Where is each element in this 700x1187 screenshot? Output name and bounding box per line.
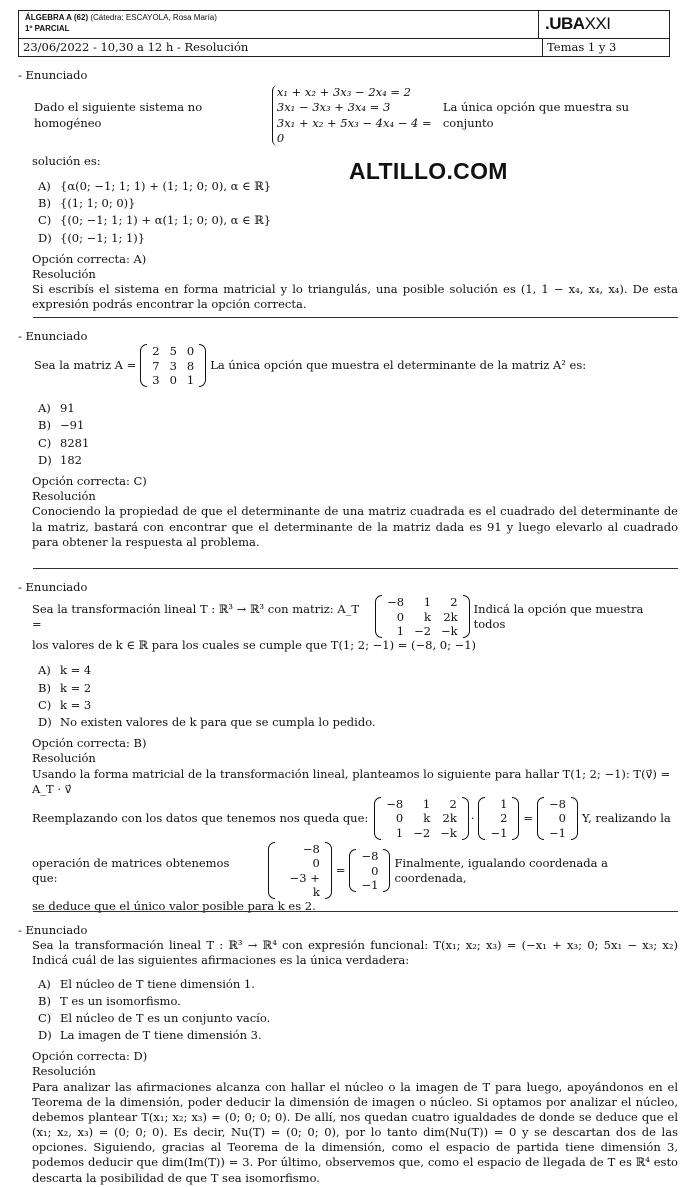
q4-options: [38, 977, 678, 1044]
question-1: [18, 68, 678, 312]
q2-option-a: A) 91: [38, 401, 75, 416]
q4-option-d: D) La imagen de T tiene dimensión 3.: [38, 1028, 262, 1043]
enunciado-label: - Enunciado: [18, 580, 88, 594]
q1-eq1: x₁ + x₂ + 3x₃ − 2x₄ = 2: [276, 85, 411, 100]
q3-res2a: Reemplazando con los datos que tenemos nos queda que:: [32, 810, 369, 825]
q3-option-d: D) No existen valores de k para que se cumpla lo pedido.: [38, 714, 376, 729]
exam-header: [18, 10, 670, 57]
q3-res3a: operación de matrices obtenemos que:: [32, 855, 230, 885]
watermark: ALTILLO.COM: [349, 158, 508, 184]
course-info: [19, 11, 538, 38]
q2-options: [38, 401, 678, 468]
q3-tail2: los valores de k ∈ ℝ para los cuales se cumple que T(1; 2; −1) = (−8, 0; −1): [32, 638, 477, 653]
q1-system: [272, 85, 443, 146]
q3-options: [38, 663, 678, 730]
q4-resolution: Para analizar las afirmaciones alcanza con hallar el núcleo o la imagen de T para luego, apoyándonos en el Teorema de la dimensión, poder deducir la dimensión de imagen o núcleo. Si optamos por analizar el núcleo, debemos plantear T(x₁; x₂; x₃) = (0; 0; 0; 0). De allí, nos quedan cuatro igualdades de donde se deduce que el (x₁; x₂, x₃) = (0; 0; 0). Es decir, Nu(T) = (0; 0; 0), por lo tanto dim(Nu(T)) = 0 y se descartan dos de las opciones. Siguiendo, gracias al Teorema de la dimensión, como el espacio de partida tiene dimensión 3, podemos deducir que dim(Im(T)) = 3. Por último, observemos que, como el espacio de llegada de T es ℝ⁴ esto descarta la posibilidad de que T sea isomorfismo.: [32, 1079, 678, 1185]
q3-option-c: C) k = 3: [38, 697, 92, 712]
question-4: [18, 923, 678, 1186]
q1-eq3: 3x₁ + x₂ + 5x₃ − 4x₄ − 4 = 0: [276, 115, 432, 145]
q3-tail: Indicá la opción que muestra todos: [473, 601, 644, 631]
q3-res3b: Finalmente, igualando coordenada a coordenada,: [394, 855, 609, 885]
q1-option-b: B) {(1; 1; 0; 0)}: [38, 196, 136, 211]
q1-option-d: D) {(0; −1; 1; 1)}: [38, 230, 146, 245]
enunciado-label: - Enunciado: [18, 923, 88, 937]
enunciado-label: - Enunciado: [18, 68, 88, 82]
q3-vector-result: −8 0 −1: [537, 797, 578, 840]
q3-option-b: B) k = 2: [38, 680, 92, 695]
q2-option-c: C) 8281: [38, 435, 90, 450]
q4-intro: Sea la transformación lineal T : ℝ³ → ℝ⁴ con expresión funcional: T(x₁; x₂; x₃) = (−x₁ + x₃; 0; 5x₁ − x₃; x₂) Indicá cuál de las siguientes afirmaciones es la única verdadera:: [32, 938, 678, 968]
q1-intro: Dado el siguiente sistema no homogéneo: [34, 100, 203, 130]
resolucion-label: Resolución: [32, 1064, 96, 1079]
question-2: [18, 329, 678, 550]
divider: [33, 911, 678, 912]
resolucion-label: Resolución: [32, 489, 96, 504]
resolucion-label: Resolución: [32, 751, 96, 766]
uba-logo: [538, 11, 669, 38]
q2-intro: Sea la matriz A =: [34, 358, 137, 373]
resolucion-label: Resolución: [32, 266, 96, 281]
q2-correct: Opción correcta: C): [32, 473, 147, 488]
q4-option-b: B) T es un isomorfismo.: [38, 993, 181, 1008]
topics: Temas 1 y 3: [542, 39, 669, 56]
q3-res1: Usando la forma matricial de la transformación lineal, planteamos lo siguiente para hallar T(1; 2; −1): T(v⃗) = A_T · v⃗: [32, 766, 671, 796]
q1-options: [38, 179, 678, 246]
chair-name: (Cátedra: ESCAYOLA, Rosa María): [90, 13, 217, 22]
q3-matrix: −8 1 2 0 k 2k 1 −2 −k: [375, 595, 470, 638]
q1-eq2: 3x₁ − 3x₃ + 3x₄ = 3: [276, 100, 391, 115]
exam-name: 1º PARCIAL: [25, 23, 70, 33]
q2-option-d: D) 182: [38, 452, 82, 467]
q2-option-b: B) −91: [38, 418, 85, 433]
q1-resolution: Si escribís el sistema en forma matricial y lo triangulás, una posible solución es (1, 1 − x₄, x₄, x₄). De esta expresión podrás encontrar la opción correcta.: [32, 282, 678, 312]
q1-option-c: C) {(0; −1; 1; 1) + α(1; 1; 0; 0), α ∈ ℝ}: [38, 213, 272, 228]
q2-resolution: Conociendo la propiedad de que el determinante de una matriz cuadrada es el cuadrado del determinante de la matriz, bastará con encontrar que el determinante de la matriz dada es 91 y luego elevarlo al cuadrado para obtener la respuesta al problema.: [32, 504, 678, 549]
q4-option-c: C) El núcleo de T es un conjunto vacío.: [38, 1010, 271, 1025]
q3-intro: Sea la transformación lineal T : ℝ³ → ℝ³ con matriz: A_T =: [32, 601, 360, 631]
q1-tail2: solución es:: [32, 153, 101, 168]
q4-correct: Opción correcta: D): [32, 1049, 148, 1064]
q3-res2b: Y, realizando la: [582, 810, 671, 825]
q3-vector-result-repeat: −8 0 −1: [349, 849, 390, 892]
enunciado-label: - Enunciado: [18, 329, 88, 343]
q3-matrix-repeat: −8 1 2 0 k 2k 1 −2 −k: [374, 797, 469, 840]
q3-vector-v: 1 2 −1: [478, 797, 519, 840]
course-name: ÁLGEBRA A (62): [25, 13, 89, 22]
q4-option-a: A) El núcleo de T tiene dimensión 1.: [38, 976, 255, 991]
q1-tail: La única opción que muestra su conjunto: [442, 100, 630, 130]
q3-res4: se deduce que el único valor posible para k es 2.: [32, 899, 316, 914]
logo-bold-text: .UBA: [545, 14, 585, 34]
q1-correct: Opción correcta: A): [32, 251, 147, 266]
logo-thin-text: XXI: [584, 14, 611, 34]
q2-tail: La única opción que muestra el determinante de la matriz A² es:: [210, 358, 587, 373]
q1-option-a: A) {α(0; −1; 1; 1) + (1; 1; 0; 0), α ∈ ℝ}: [38, 179, 272, 194]
divider: [33, 568, 678, 569]
q3-vector-computed: −8 0 −3 + k: [268, 842, 332, 900]
question-3: - Enunciado Sea la transformación lineal T : ℝ³ → ℝ³ con matriz: A_T = −8 1 2 0 k 2k 1 −2 −k Indicá la opción que muestra todos los valores de k ∈ ℝ para los cuales se cumple que T(1; 2; −1) = (−8, 0; −1) A) k = 4 B) k = 2 C) k = 3 D) No existen valores de k para que se cumpla lo pedido. Opción correcta: B) Resolución Usando la forma matricial de la transformación lineal, planteamos lo siguiente para hallar T(1; 2; −1): T(v⃗) = A_T · v⃗ Reemplazando con los datos que tenemos nos queda que: −8 1 2 0 k 2k 1 −2 −k · 1 2 −1 = −8 0 −1 Y, realizando la operación de matrices obtenemos que: −8 0 −3 + k = −8 0 −1 Finalmente, igualando coordenada a coordenada, se deduce que el único valor posible para k es 2.: [18, 580, 678, 915]
q3-option-a: A) k = 4: [38, 663, 92, 678]
divider: [33, 317, 678, 318]
date-line: 23/06/2022 - 10,30 a 12 h - Resolución: [23, 40, 249, 54]
q2-matrix: 2 5 0 7 3 8 3 0 1: [140, 344, 206, 387]
q3-correct: Opción correcta: B): [32, 736, 147, 751]
